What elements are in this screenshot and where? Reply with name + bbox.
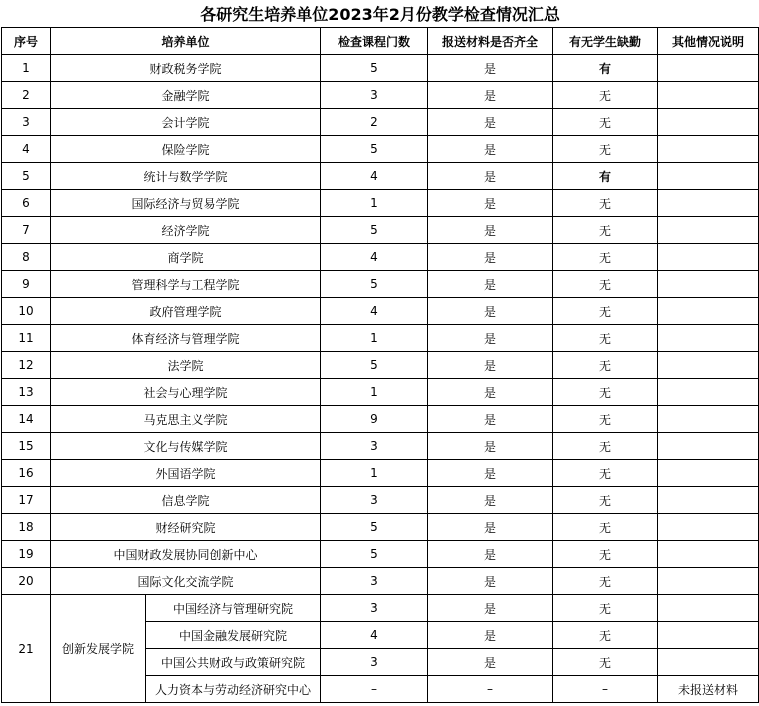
row-unit: 信息学院 [51,487,321,514]
row-index: 19 [2,541,51,568]
table-row [2,325,759,352]
row-unit: 文化与传媒学院 [51,433,321,460]
row-index: 2 [2,82,51,109]
inspection-summary-table [1,0,759,703]
row-materials-complete: 是 [428,433,553,460]
row-course-count: 5 [321,514,428,541]
row-notes [658,271,759,298]
row-materials-complete: 是 [428,136,553,163]
table-row [2,379,759,406]
table-row [2,487,759,514]
table-row [2,514,759,541]
row-absence: 无 [553,271,658,298]
header-unit: 培养单位 [51,28,321,55]
row-index: 10 [2,298,51,325]
header-row [2,28,759,55]
header-index: 序号 [2,28,51,55]
row-notes [658,460,759,487]
row-absence: 无 [553,298,658,325]
row-notes [658,217,759,244]
row-absence: 无 [553,352,658,379]
row-notes [658,190,759,217]
row-unit: 财政税务学院 [51,55,321,82]
row-unit: 国际文化交流学院 [51,568,321,595]
row-unit: 政府管理学院 [51,298,321,325]
row-course-count: 1 [321,379,428,406]
row-index: 3 [2,109,51,136]
row-absence: 有 [553,55,658,82]
row-course-count: 3 [321,487,428,514]
row-course-count: 3 [321,82,428,109]
row-absence: 无 [553,541,658,568]
row-index: 11 [2,325,51,352]
row-materials-complete: 是 [428,514,553,541]
row-index: 20 [2,568,51,595]
row-course-count: 3 [321,433,428,460]
row-course-count: 5 [321,136,428,163]
sub-notes [658,622,759,649]
table-title: 各研究生培养单位2023年2月份教学检查情况汇总 [2,0,759,28]
sub-notes: 未报送材料 [658,676,759,703]
row-course-count: 2 [321,109,428,136]
row-notes [658,244,759,271]
row-course-count: 1 [321,325,428,352]
row-notes [658,379,759,406]
table-row [2,217,759,244]
row-index: 17 [2,487,51,514]
sub-absence: 无 [553,649,658,676]
header-absence: 有无学生缺勤 [553,28,658,55]
row-notes [658,541,759,568]
row-course-count: 4 [321,298,428,325]
row-absence: 无 [553,433,658,460]
table-row [2,541,759,568]
row-materials-complete: 是 [428,460,553,487]
row-absence: 无 [553,136,658,163]
row-unit: 外国语学院 [51,460,321,487]
table-row [2,352,759,379]
row-course-count: 3 [321,568,428,595]
table-row [2,460,759,487]
row-materials-complete: 是 [428,82,553,109]
row-materials-complete: 是 [428,325,553,352]
row-notes [658,487,759,514]
row-notes [658,55,759,82]
row-materials-complete: 是 [428,244,553,271]
row-unit: 金融学院 [51,82,321,109]
row-index: 16 [2,460,51,487]
row-notes [658,514,759,541]
row-materials-complete: 是 [428,352,553,379]
row-unit: 商学院 [51,244,321,271]
row-materials-complete: 是 [428,163,553,190]
table-row [2,163,759,190]
row-materials-complete: 是 [428,271,553,298]
group-unit: 创新发展学院 [51,595,146,703]
row-absence: 无 [553,487,658,514]
row-index: 8 [2,244,51,271]
row-notes [658,352,759,379]
sub-course-count: 4 [321,622,428,649]
row-unit: 经济学院 [51,217,321,244]
header-course-count: 检查课程门数 [321,28,428,55]
row-absence: 无 [553,514,658,541]
row-absence: 无 [553,568,658,595]
row-unit: 中国财政发展协同创新中心 [51,541,321,568]
row-index: 15 [2,433,51,460]
row-course-count: 5 [321,352,428,379]
table-row [2,568,759,595]
row-unit: 马克思主义学院 [51,406,321,433]
row-notes [658,109,759,136]
row-unit: 国际经济与贸易学院 [51,190,321,217]
row-absence: 无 [553,325,658,352]
row-notes [658,325,759,352]
row-course-count: 9 [321,406,428,433]
header-materials-complete: 报送材料是否齐全 [428,28,553,55]
sub-unit: 中国公共财政与政策研究院 [146,649,321,676]
row-absence: 无 [553,82,658,109]
row-absence: 无 [553,460,658,487]
row-unit: 统计与数学学院 [51,163,321,190]
sub-absence: 无 [553,622,658,649]
sub-absence: 无 [553,595,658,622]
row-course-count: 1 [321,190,428,217]
row-index: 1 [2,55,51,82]
row-unit: 社会与心理学院 [51,379,321,406]
table-row [2,190,759,217]
row-materials-complete: 是 [428,487,553,514]
row-course-count: 5 [321,217,428,244]
row-notes [658,433,759,460]
row-index: 18 [2,514,51,541]
row-index: 9 [2,271,51,298]
row-materials-complete: 是 [428,568,553,595]
table-row [2,109,759,136]
row-absence: 无 [553,406,658,433]
row-absence: 无 [553,190,658,217]
sub-unit: 人力资本与劳动经济研究中心 [146,676,321,703]
row-index: 14 [2,406,51,433]
sub-absence: – [553,676,658,703]
row-materials-complete: 是 [428,379,553,406]
row-absence: 无 [553,109,658,136]
row-notes [658,136,759,163]
row-unit: 财经研究院 [51,514,321,541]
row-index: 13 [2,379,51,406]
table-row [2,433,759,460]
row-materials-complete: 是 [428,406,553,433]
table-row [2,298,759,325]
row-course-count: 4 [321,163,428,190]
row-course-count: 5 [321,55,428,82]
table-row [2,271,759,298]
table-row [2,136,759,163]
row-absence: 无 [553,217,658,244]
row-materials-complete: 是 [428,109,553,136]
row-materials-complete: 是 [428,190,553,217]
row-index: 5 [2,163,51,190]
row-notes [658,298,759,325]
row-materials-complete: 是 [428,55,553,82]
row-notes [658,82,759,109]
table-row [2,406,759,433]
header-notes: 其他情况说明 [658,28,759,55]
row-unit: 法学院 [51,352,321,379]
row-course-count: 4 [321,244,428,271]
sub-notes [658,595,759,622]
sub-notes [658,649,759,676]
table-row [2,244,759,271]
row-materials-complete: 是 [428,298,553,325]
row-index: 12 [2,352,51,379]
row-materials-complete: 是 [428,217,553,244]
sub-materials-complete: 是 [428,595,553,622]
sub-materials-complete: 是 [428,649,553,676]
sub-materials-complete: 是 [428,622,553,649]
sub-materials-complete: – [428,676,553,703]
group-row [2,595,759,622]
row-unit: 管理科学与工程学院 [51,271,321,298]
sub-course-count: 3 [321,649,428,676]
row-course-count: 5 [321,271,428,298]
row-index: 7 [2,217,51,244]
row-materials-complete: 是 [428,541,553,568]
row-notes [658,163,759,190]
row-unit: 保险学院 [51,136,321,163]
row-course-count: 1 [321,460,428,487]
sub-course-count: – [321,676,428,703]
row-unit: 体育经济与管理学院 [51,325,321,352]
row-absence: 有 [553,163,658,190]
row-absence: 无 [553,244,658,271]
row-index: 4 [2,136,51,163]
group-index: 21 [2,595,51,703]
table-row [2,82,759,109]
row-notes [658,568,759,595]
row-index: 6 [2,190,51,217]
sub-unit: 中国经济与管理研究院 [146,595,321,622]
table-row [2,55,759,82]
row-course-count: 5 [321,541,428,568]
sub-unit: 中国金融发展研究院 [146,622,321,649]
row-notes [658,406,759,433]
row-absence: 无 [553,379,658,406]
sub-course-count: 3 [321,595,428,622]
row-unit: 会计学院 [51,109,321,136]
